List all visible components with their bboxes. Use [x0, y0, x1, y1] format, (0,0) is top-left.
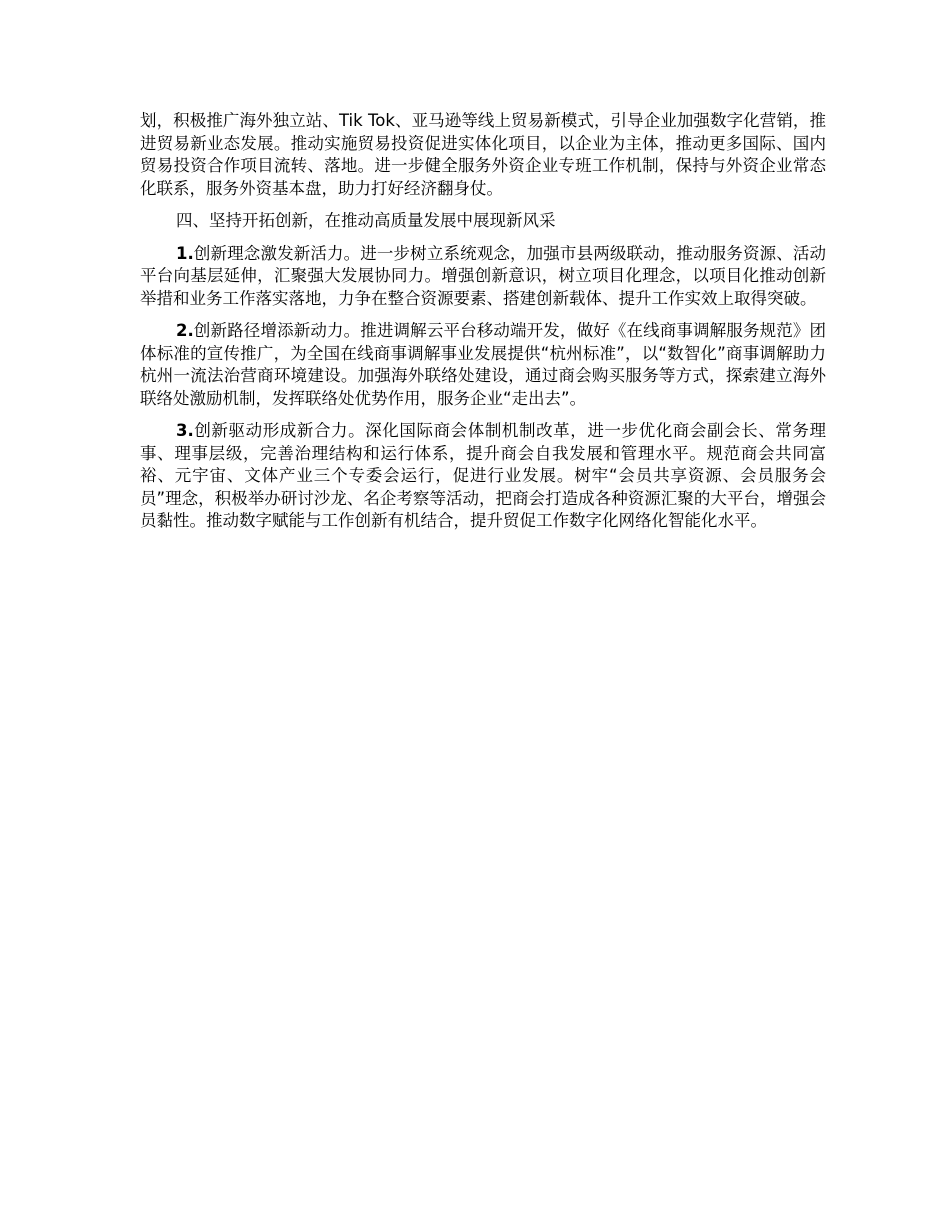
item-text: 创新驱动形成新合力。深化国际商会体制机制改革，进一步优化商会副会长、常务理事、理事层级，完善治理结构和运行体系，提升商会自我发展和管理水平。规范商会共同富裕、元宇宙、文体产业三个专委会运行，促进行业发展。树牢“会员共享资源、会员服务会员”理念，积极举办研讨沙龙、名企考察等活动，把商会打造成各种资源汇聚的大平台，增强会员黏性。推动数字赋能与工作创新有机结合，提升贸促工作数字化网络化智能化水平。 — [140, 421, 826, 530]
item-number: 1. — [176, 243, 194, 263]
list-item-3 — [140, 420, 826, 533]
intro-paragraph: 划，积极推广海外独立站、Tik Tok、亚马逊等线上贸易新模式，引导企业加强数字化营销，推进贸易新业态发展。推动实施贸易投资促进实体化项目，以企业为主体，推动更多国际、国内贸易投资合作项目流转、落地。进一步健全服务外资企业专班工作机制，保持与外资企业常态化联系，服务外资基本盘，助力打好经济翻身仗。 — [140, 111, 826, 198]
section-heading: 四、坚持开拓创新，在推动高质量发展中展现新风采 — [176, 211, 556, 230]
document-page — [140, 110, 826, 543]
item-text: 创新路径增添新动力。推进调解云平台移动端开发，做好《在线商事调解服务规范》团体标准的宣传推广，为全国在线商事调解事业发展提供“杭州标准”，以“数智化”商事调解助力杭州一流法治营商环境建设。加强海外联络处建设，通过商会购买服务等方式，探索建立海外联络处激励机制，发挥联络处优势作用，服务企业“走出去”。 — [140, 321, 826, 408]
list-item-2 — [140, 320, 826, 410]
item-number: 3. — [176, 421, 194, 440]
item-number: 2. — [176, 321, 194, 340]
list-item-1 — [140, 243, 826, 311]
item-text: 创新理念激发新活力。进一步树立系统观念，加强市县两级联动，推动服务资源、活动平台向基层延伸，汇聚强大发展协同力。增强创新意识，树立项目化理念，以项目化推动创新举措和业务工作落实落地，力争在整合资源要素、搭建创新载体、提升工作实效上取得突破。 — [140, 243, 826, 308]
